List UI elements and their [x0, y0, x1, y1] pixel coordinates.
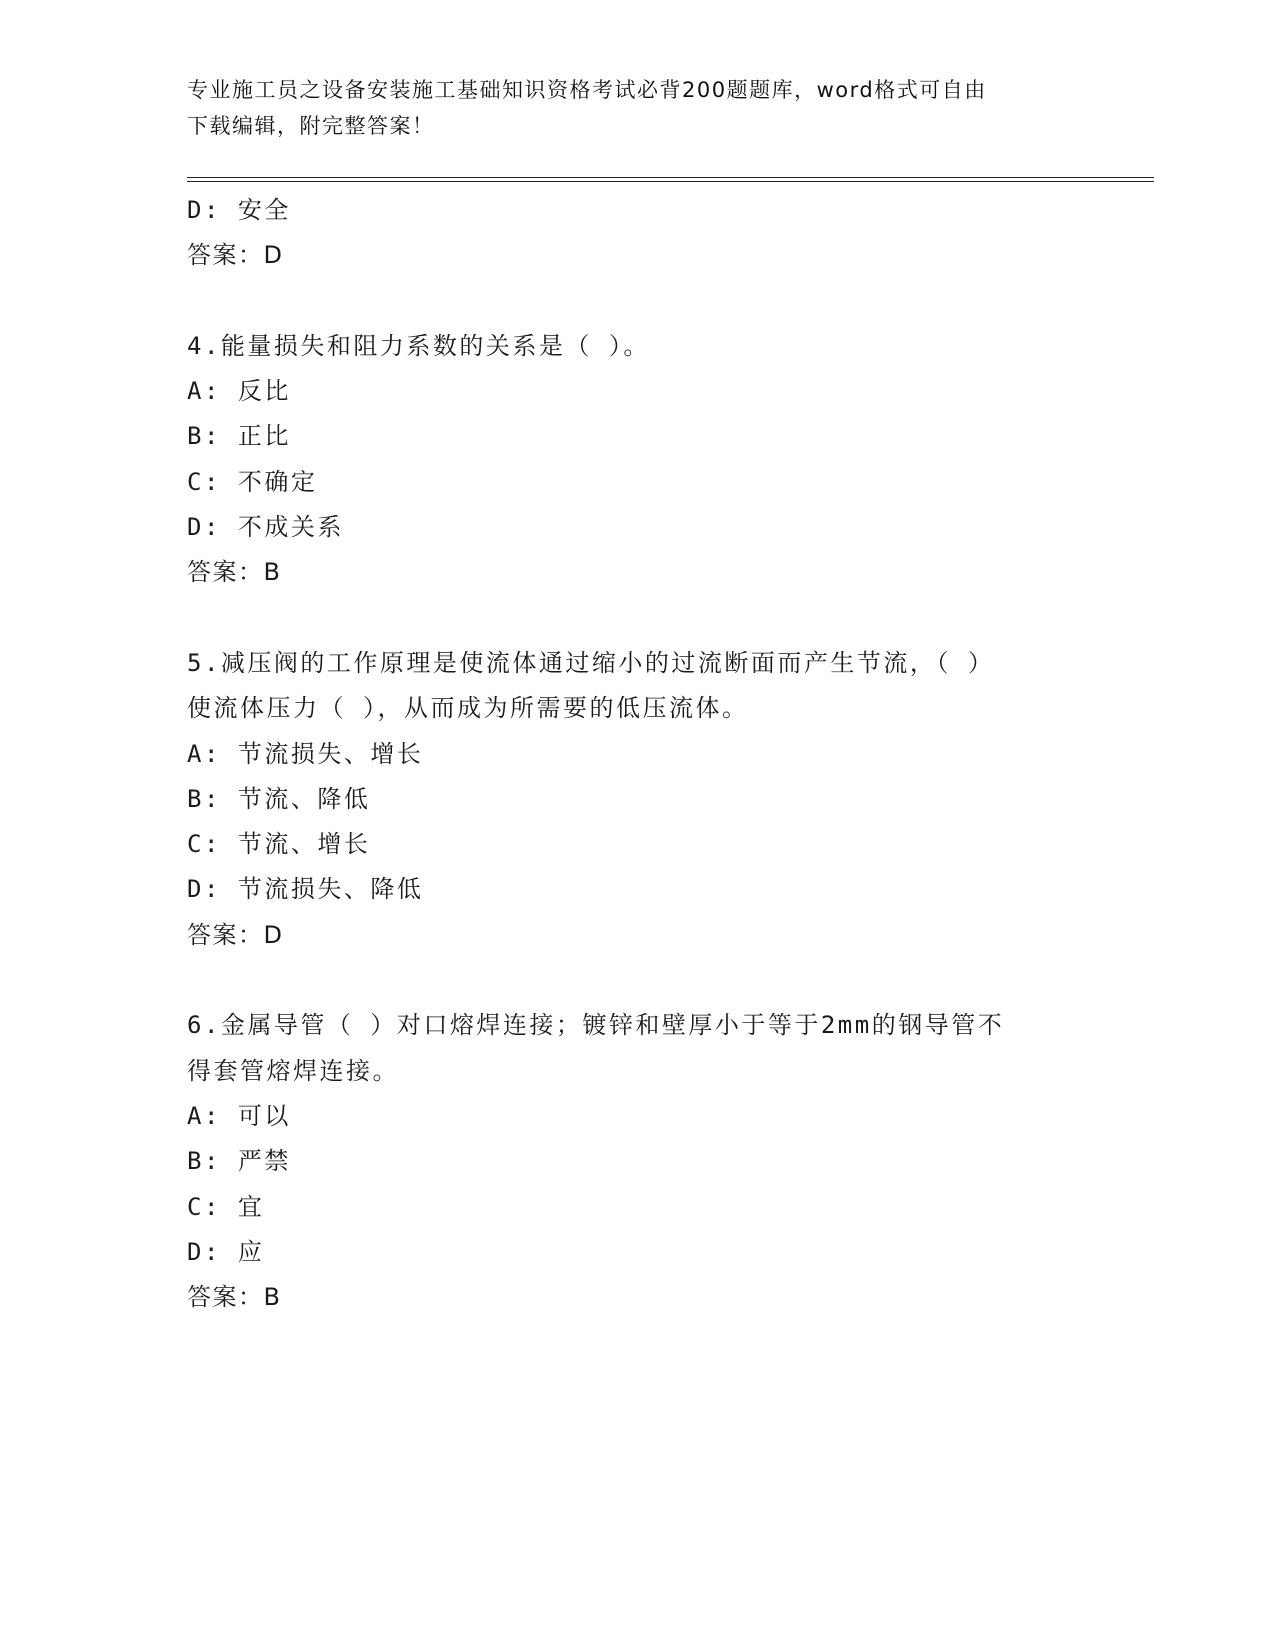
option-b: B: 节流、降低 [187, 784, 371, 813]
option-a: A: 节流损失、增长 [187, 739, 424, 768]
option-a: A: 可以 [187, 1101, 291, 1130]
question-stem: 4.能量损失和阻力系数的关系是（ ）。 [187, 331, 650, 360]
option-d: D: 不成关系 [187, 513, 344, 542]
answer: 答案：B [187, 558, 282, 587]
option-d: D: 应 [187, 1237, 265, 1266]
option-d: D: 节流损失、降低 [187, 875, 424, 904]
question-stem-continued: 使流体压力（ ），从而成为所需要的低压流体。 [187, 694, 749, 723]
option-c: C: 不确定 [187, 467, 318, 496]
question-block-5 [187, 641, 1087, 958]
answer: 答案：D [187, 241, 284, 270]
question-block-6 [187, 1003, 1087, 1320]
question-content [187, 188, 1087, 1320]
spacer [187, 596, 1087, 641]
spacer [187, 279, 1087, 324]
option-b: B: 正比 [187, 422, 291, 451]
answer: 答案：B [187, 1283, 282, 1312]
option-c: C: 节流、增长 [187, 830, 371, 859]
question-stem: 6.金属导管（ ）对口熔焊连接；镀锌和壁厚小于等于2mm的钢导管不 [187, 1011, 1005, 1040]
option-b: B: 严禁 [187, 1147, 291, 1176]
question-block-4 [187, 324, 1087, 596]
question-stem: 5.减压阀的工作原理是使流体通过缩小的过流断面而产生节流，（ ） [187, 648, 995, 677]
option-a: A: 反比 [187, 377, 291, 406]
header-line-2: 下载编辑，附完整答案！ [187, 114, 435, 138]
header-line-1: 专业施工员之设备安装施工基础知识资格考试必背200题题库，word格式可自由 [187, 78, 987, 102]
spacer [187, 958, 1087, 1003]
document-header [187, 72, 1067, 144]
header-divider [187, 177, 1154, 182]
answer: 答案：D [187, 920, 284, 949]
option-c: C: 宜 [187, 1192, 265, 1221]
option-d: D: 安全 [187, 196, 291, 224]
question-stem-continued: 得套管熔焊连接。 [187, 1056, 399, 1085]
